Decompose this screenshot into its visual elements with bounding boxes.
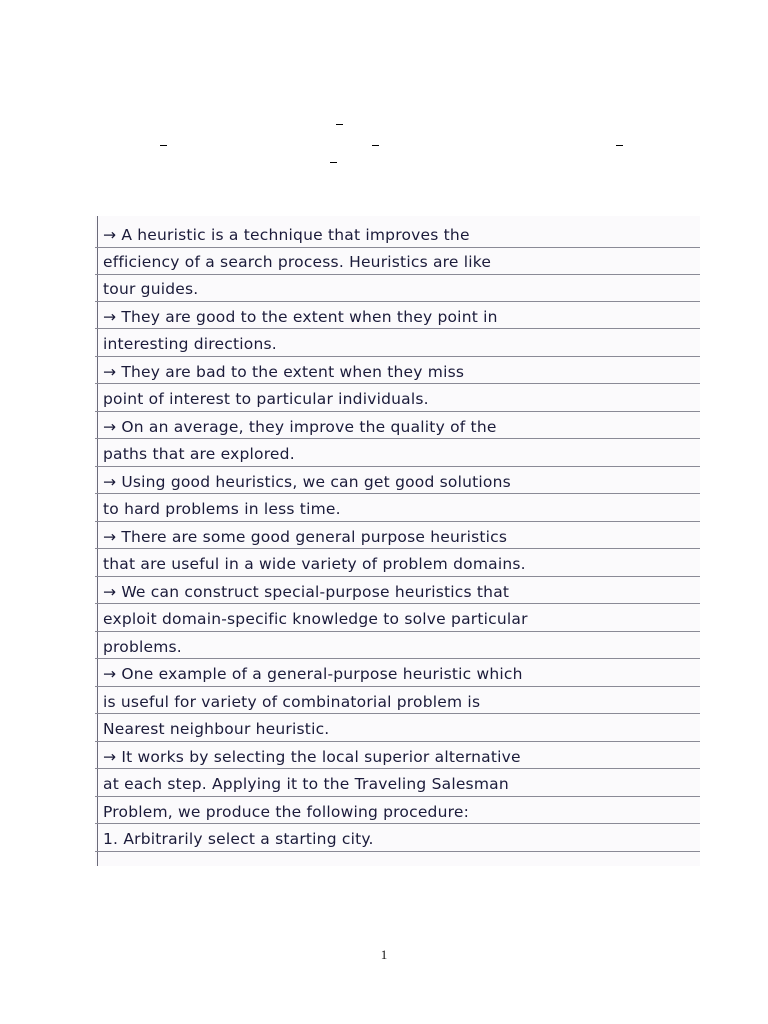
note-line: → One example of a general-purpose heuristic which (103, 665, 523, 683)
note-line: → There are some good general purpose heuristics (103, 528, 508, 546)
handwritten-notes-image (95, 216, 700, 866)
header-mark (616, 145, 623, 146)
header-mark (330, 162, 337, 163)
note-line: → On an average, they improve the quality of the (103, 418, 497, 436)
note-line: to hard problems in less time. (103, 500, 341, 518)
note-line: interesting directions. (103, 335, 277, 353)
header-mark (372, 145, 379, 146)
note-line: 1. Arbitrarily select a starting city. (103, 830, 374, 848)
note-line: → We can construct special-purpose heuristics that (103, 583, 510, 601)
note-line: → They are bad to the extent when they miss (103, 363, 465, 381)
note-line: tour guides. (103, 280, 199, 298)
note-line: paths that are explored. (103, 445, 295, 463)
note-line: → It works by selecting the local superior alternative (103, 748, 521, 766)
header-mark (160, 145, 167, 146)
note-line: exploit domain-specific knowledge to solve particular (103, 610, 528, 628)
note-line: that are useful in a wide variety of problem domains. (103, 555, 526, 573)
note-line: → Using good heuristics, we can get good solutions (103, 473, 511, 491)
note-line: → A heuristic is a technique that improves the (103, 226, 470, 244)
note-line: at each step. Applying it to the Traveling Salesman (103, 775, 509, 793)
page-number: 1 (380, 947, 388, 962)
note-line: efficiency of a search process. Heuristics are like (103, 253, 492, 271)
note-line: → They are good to the extent when they point in (103, 308, 498, 326)
note-line: problems. (103, 638, 182, 656)
header-mark (336, 124, 343, 125)
note-line: is useful for variety of combinatorial problem is (103, 693, 481, 711)
note-line: Nearest neighbour heuristic. (103, 720, 330, 738)
note-line: point of interest to particular individuals. (103, 390, 429, 408)
note-line: Problem, we produce the following procedure: (103, 803, 470, 821)
